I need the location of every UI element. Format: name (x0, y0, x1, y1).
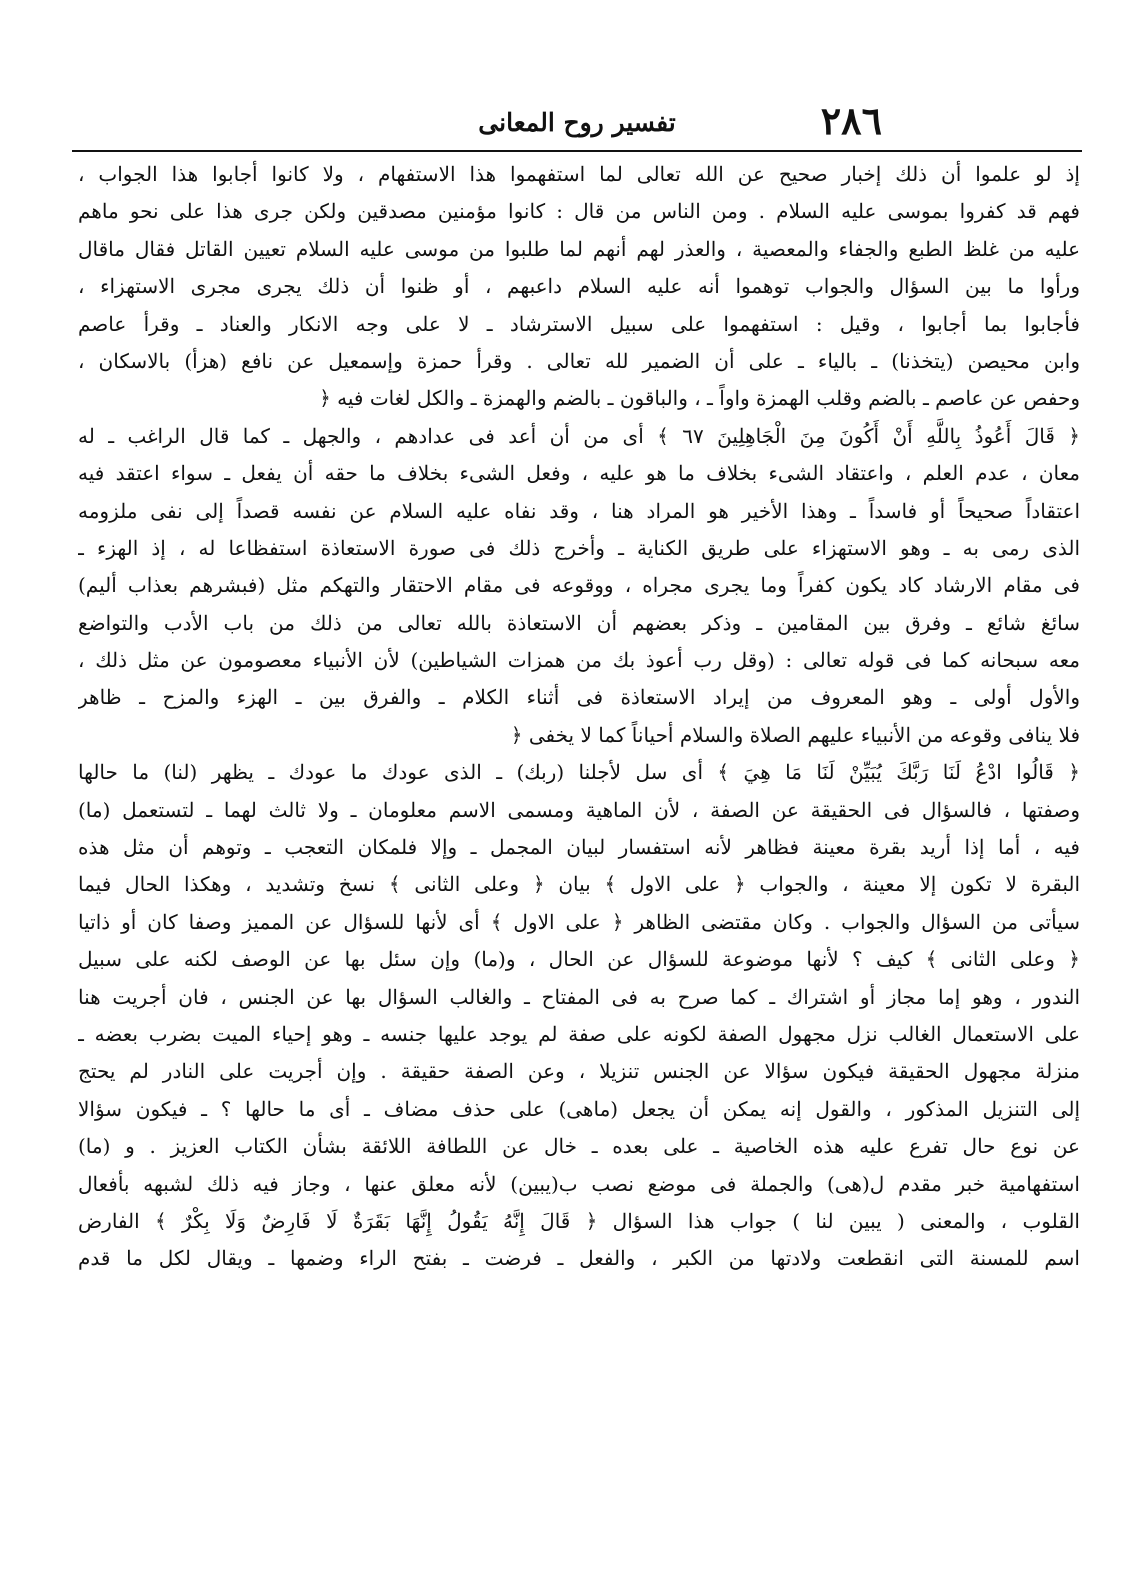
text-line: فلا ينافى وقوعه من الأنبياء عليهم الصلاة والسلام أحياناً كما لا يخفى ﴿ (510, 722, 1080, 747)
text-line: سائغ شائع ـ وفرق بين المقامين ـ وذكر بعضهم أن الاستعاذة بالله تعالى من ذلك من باب الأدب والتواضع (78, 610, 1080, 635)
text-line: وابن محيصن (يتخذنا) ـ بالياء ـ على أن الضمير لله تعالى . وقرأ حمزة وإسمعيل عن نافع (هزأ) بالاسكان ، (78, 348, 1080, 373)
text-line: منزلة مجهول الحقيقة فيكون سؤالا عن الجنس تنزيلا ، وعن الصفة حقيقة . وإن أجريت على النادر لم يحتج (78, 1059, 1080, 1084)
body-text (78, 156, 1080, 1278)
text-line: إذ لو علموا أن ذلك إخبار صحيح عن الله تعالى لما استفهموا هذا الاستفهام ، ولا كانوا أجابوا هذا الجواب ، (78, 162, 1080, 186)
text-line: فأجابوا بما أجابوا ، وقيل : استفهموا على سبيل الاسترشاد ـ لا على وجه الانكار والعناد ـ وقرأ عاصم (78, 311, 1080, 336)
text-line: اعتقاداً صحيحاً أو فاسداً ـ وهذا الأخير هو المراد هنا ، وقد نفاه عليه السلام عن نفسه قصداً إلى نفى ملزومه (78, 498, 1080, 523)
text-line: الذى رمى به ـ وهو الاستهزاء على طريق الكناية ـ وأخرج ذلك فى صورة الاستعاذة استفظاعا له ، إذ الهزء ـ (78, 535, 1080, 560)
page-header (72, 96, 1082, 148)
text-line: استفهامية خبر مقدم ل(هى) والجملة فى موضع نصب ب(يبين) لأنه معلق عنها ، وجاز فيه ذلك لشبهه بأفعال (78, 1171, 1080, 1196)
text-line: عليه من غلظ الطبع والجفاء والمعصية ، والعذر لهم أنهم لما طلبوا من موسى عليه السلام تعيين القاتل فقال ماقال (78, 236, 1080, 261)
header-rule (72, 150, 1082, 152)
text-line: اسم للمسنة التى انقطعت ولادتها من الكبر ، والفعل ـ فرضت ـ بفتح الراء وضمها ـ ويقال لكل ما قدم (78, 1246, 1080, 1271)
text-line: وحفص عن عاصم ـ بالضم وقلب الهمزة واواً ـ ، والباقون ـ بالضم والهمزة ـ والكل لغات فيه ﴿ (319, 386, 1080, 411)
text-line: على الاستعمال الغالب نزل مجهول الصفة لكونه على صفة لم يوجد عليها جنسه ـ وهو إحياء الميت بضرب بعضه ـ (78, 1021, 1080, 1046)
text-line: والأول أولى ـ وهو المعروف من إيراد الاستعاذة فى أثناء الكلام ـ والفرق بين ـ الهزء والمزح ـ ظاهر (78, 685, 1080, 710)
text-line: وصفتها ، فالسؤال فى الحقيقة عن الصفة ، لأن الماهية ومسمى الاسم معلومان ـ ولا ثالث لهما ـ لتستعمل (ما) (78, 797, 1080, 822)
text-line: البقرة لا تكون إلا معينة ، والجواب ﴿ على الاول ﴾ بيان ﴿ وعلى الثانى ﴾ نسخ وتشديد ، وهكذا الحال فيما (78, 872, 1080, 897)
page-number: ٢٨٦ (820, 98, 882, 143)
text-line: فهم قد كفروا بموسى عليه السلام . ومن الناس من قال : كانوا مؤمنين مصدقين ولكن جرى هذا على نحو ماهم (78, 199, 1080, 224)
text-line: الندور ، وهو إما مجاز أو اشتراك ـ كما صرح به فى المفتاح ـ والغالب السؤال بها عن الجنس ، فان أجريت هنا (78, 984, 1080, 1009)
text-line: ﴿ قَالُوا ادْعُ لَنَا رَبَّكَ يُبَيِّنْ لَنَا مَا هِيَ ﴾ أى سل لأجلنا (ربك) ـ الذى عودك ما عودك ـ يظهر (لنا) ما حالها (78, 760, 1080, 785)
text-line: معان ، عدم العلم ، واعتقاد الشىء بخلاف ما هو عليه ، وفعل الشىء بخلاف ما حقه أن يفعل ـ سواء اعتقد فيه (78, 461, 1080, 486)
text-line: معه سبحانه كما فى قوله تعالى : (وقل رب أعوذ بك من همزات الشياطين) لأن الأنبياء معصومون عن مثل ذلك ، (78, 648, 1080, 673)
text-line: سيأتى من السؤال والجواب . وكان مقتضى الظاهر ﴿ على الاول ﴾ أى لأنها للسؤال عن المميز وصفا كان أو ذاتيا (78, 909, 1080, 934)
text-line: ﴿ قَالَ أَعُوذُ بِاللَّهِ أَنْ أَكُونَ مِنَ الْجَاهِلِينَ ٦٧ ﴾ أى من أن أعد فى عدادهم ، والجهل ـ كما قال الراغب ـ له (78, 423, 1080, 448)
text-line: القلوب ، والمعنى ( يبين لنا ) جواب هذا السؤال ﴿ قَالَ إِنَّهُ يَقُولُ إِنَّهَا بَقَرَةٌ لَا فَارِضٌ وَلَا بِكْرٌ ﴾ الفارض (78, 1208, 1080, 1233)
running-title: تفسير روح المعانى (478, 108, 676, 137)
text-line: عن نوع حال تفرع عليه هذه الخاصية ـ على بعده ـ خال عن اللطافة اللائقة بشأن الكتاب العزيز . و (ما) (78, 1134, 1080, 1159)
text-line: ﴿ وعلى الثانى ﴾ كيف ؟ لأنها موضوعة للسؤال عن الحال ، و(ما) وإن سئل بها عن الوصف لكنه على سبيل (78, 947, 1080, 972)
text-line: فيه ، أما إذا أريد بقرة معينة فظاهر لأنه استفسار لبيان المجمل ـ وإلا فلمكان التعجب ـ وتوهم أن مثل هذه (78, 835, 1080, 860)
text-line: إلى التنزيل المذكور ، والقول إنه يمكن أن يجعل (ماهى) على حذف مضاف ـ أى ما حالها ؟ ـ فيكون سؤالا (78, 1096, 1080, 1121)
text-line: ورأوا ما بين السؤال والجواب توهموا أنه عليه السلام داعبهم ، أو ظنوا أن ذلك يجرى مجرى الاستهزاء ، (78, 274, 1080, 299)
text-line: فى مقام الارشاد كاد يكون كفراً وما يجرى مجراه ، ووقوعه فى مقام الاحتقار والتهكم مثل (فبشرهم بعذاب أليم) (78, 573, 1080, 598)
